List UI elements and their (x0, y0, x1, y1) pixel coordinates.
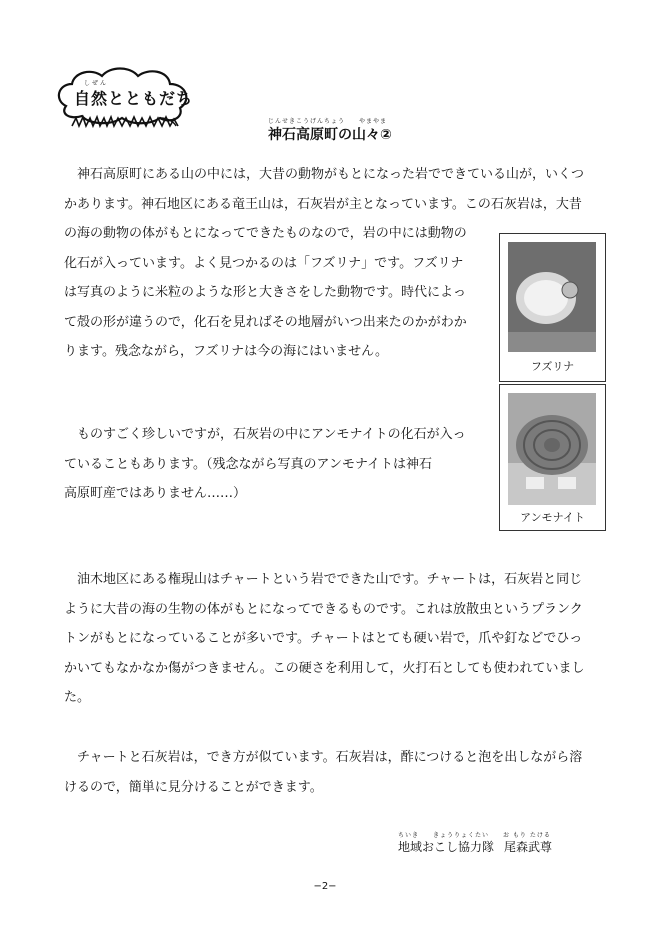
fusulina-photo-frame (499, 233, 606, 382)
text-line: 化石が入っています。よく見つかるのは「フズリナ」です。フズリナ (64, 255, 464, 271)
ammonite-photo (508, 393, 596, 505)
text-line: チャートと石灰岩は，でき方が似ています。石灰岩は，酢につけると泡を出しながら溶 (77, 750, 583, 765)
page-number: −2− (313, 881, 337, 892)
nature-badge (52, 60, 200, 136)
text-line: けるので，簡単に見分けることができます。 (64, 779, 323, 795)
title-ruby: じんせきこうげんちょう やまやま (268, 118, 388, 125)
page-title: 神石高原町の山々② (268, 127, 392, 143)
signature (398, 838, 552, 855)
paragraph-comparison (64, 743, 616, 802)
paragraph-chert (64, 565, 616, 713)
text-line: 油木地区にある権現山はチャートという岩でできた山です。チャートは，石灰岩と同じ (77, 572, 583, 587)
text-line: て殻の形が違うので，化石を見ればその地層がいつ出来たのかがわか (64, 314, 467, 330)
text-line: ように大昔の海の生物の体がもとになってできるものです。これは放散虫というプランク (64, 601, 583, 617)
text-line: ものすごく珍しいですが，石灰岩の中にアンモナイトの化石が入っ (77, 427, 466, 442)
text-line: ていることもあります。（残念ながら写真のアンモナイトは神石 (64, 456, 433, 472)
signature-name: 尾森武尊 (504, 840, 553, 854)
paragraph-fusulina (64, 160, 585, 367)
text-line: かあります。神石地区にある竜王山は，石灰岩が主となっています。この石灰岩は，大昔 (64, 196, 582, 212)
ammonite-caption: アンモナイト (520, 511, 585, 524)
fusulina-caption: フズリナ (530, 360, 575, 373)
text-line: 高原町産ではありません……） (64, 486, 247, 501)
text-line: ります。残念ながら，フズリナは今の海にはいません。 (64, 344, 388, 359)
text-line: の海の動物の体がもとになってできたものなので，岩の中には動物の (64, 226, 467, 241)
badge-title: 自然とともだち (74, 89, 194, 108)
signature-ruby: ちいき きょうりょくたい お もり たける (398, 832, 551, 839)
ammonite-photo-frame (499, 384, 606, 531)
text-line: 神石高原町にある山の中には，大昔の動物がもとになった岩でできている山が，いくつ (77, 167, 585, 182)
signature-group: 地域おこし協力隊 (398, 840, 495, 854)
text-line: は写真のように米粒のような形と大きさをした動物です。時代によっ (64, 285, 466, 300)
text-line: かいてもなかなか傷がつきません。この硬さを利用して，火打石としても使われていまし (64, 660, 585, 676)
text-line: た。 (64, 690, 91, 705)
text-line: トンがもとになっていることが多いです。チャートはとても硬い岩で，爪や釘などでひっ (64, 631, 583, 646)
badge-ruby: しぜん (84, 80, 109, 87)
paragraph-ammonite (64, 420, 494, 509)
fusulina-photo (508, 242, 596, 352)
